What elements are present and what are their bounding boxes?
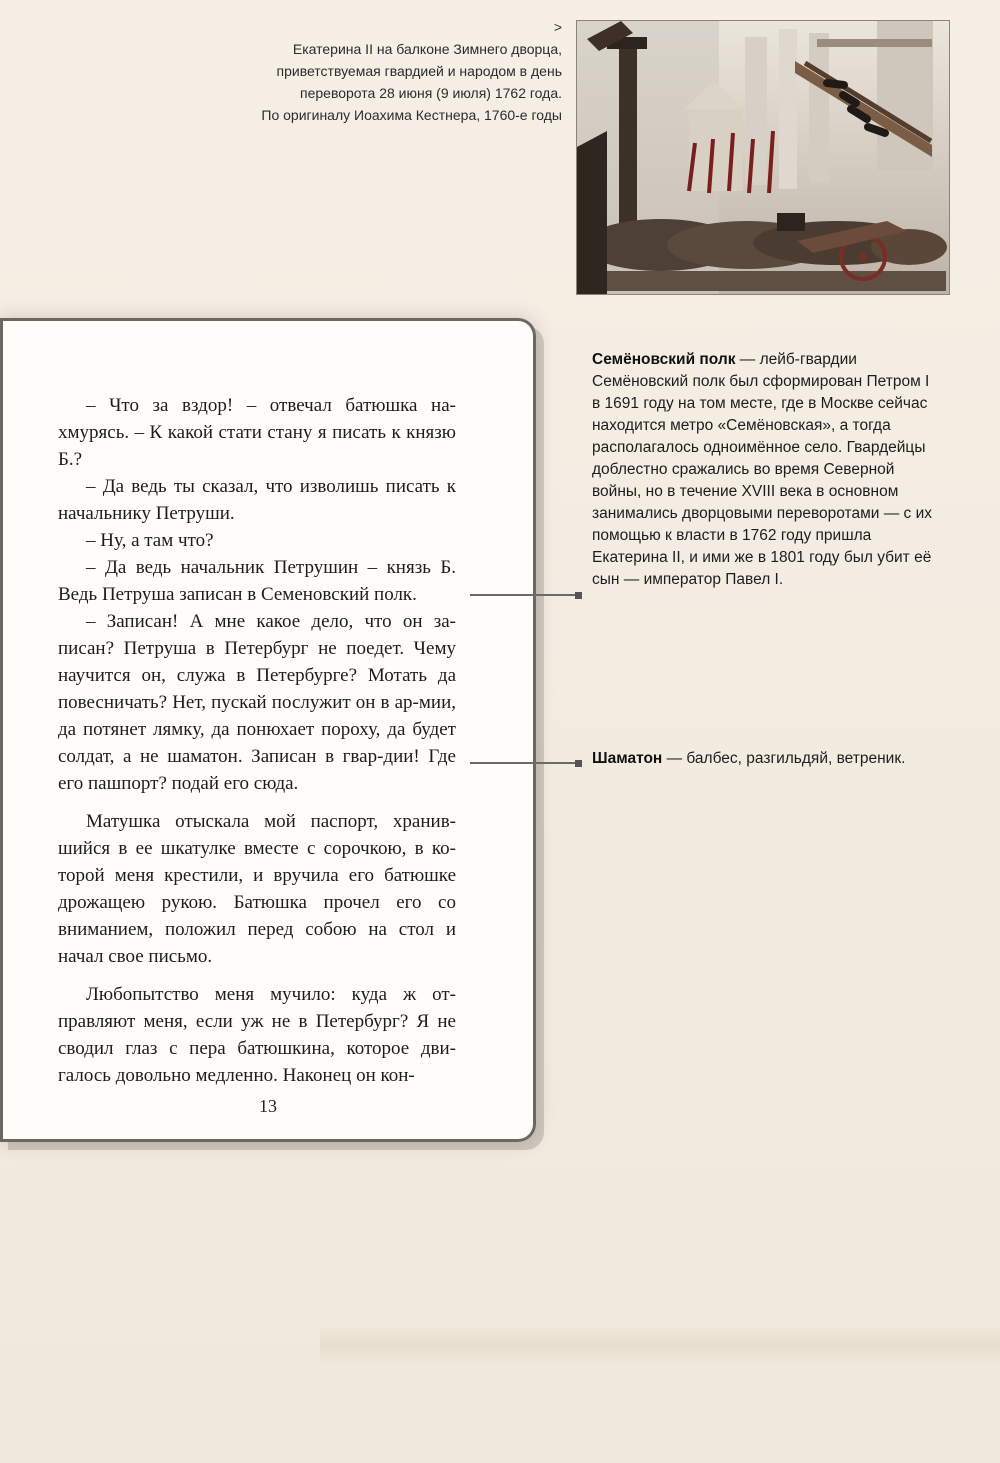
paragraph-1: – Что за вздор! – отвечал батюшка на-хмурясь. – К какой стати стану я писать к князю Б.? [58,395,456,470]
note-semenovsky-term: Семёновский полк [592,351,736,368]
paragraph-7: Любопытство меня мучило: куда ж от-правляют меня, если уж не в Петербург? Я не сводил глаз с пера батюшкина, которое дви-галось довольно медленно. Наконец он кон- [58,984,456,1086]
paragraph-4: – Да ведь начальник Петрушин – князь Б. Ведь Петруша записан в Семеновский полк. [58,557,456,605]
leader-dot-shamaton [575,760,582,767]
book-page [0,318,536,1142]
leader-line-semenovsky [470,594,575,596]
note-shamaton-text: — балбес, разгильдяй, ветреник. [662,750,906,767]
paragraph-5: – Записан! А мне какое дело, что он за-писан? Петруша в Петербург не поедет. Чему научится он, служа в Петербурге? Мотать да повесничать? Нет, пускай послужит он в ар-мии, да потянет лямку, да понюхает пороху, да будет солдат, а не шаматон. Записан в гвар-дии! Где его пашпорт? подай его сюда. [58,611,456,794]
historical-illustration [576,20,950,295]
caption-line-4: По оригиналу Иоахима Кестнера, 1760-е годы [261,107,562,123]
note-shamaton [592,748,936,770]
caption-line-2: приветствуемая гвардией и народом в день [276,63,562,79]
page-number: 13 [259,1096,277,1116]
faded-band [320,1325,1000,1365]
book-text [58,392,456,1089]
note-shamaton-term: Шаматон [592,750,663,767]
paragraph-gap-2 [58,970,456,981]
paragraph-3: – Ну, а там что? [86,530,214,551]
note-semenovsky-text: — лейб-гвардии Семёновский полк был сформирован Петром I в 1691 году на том месте, где в Москве сейчас находится метро «Семёновская», а тогда располагалось одноимённое село. Гвардейцы доблестно сражались во время Северной войны, но в течение XVIII века в основном занимались дворцовыми переворотами — с их помощью к власти в 1762 году пришла Екатерина II, и ими же в 1801 году был убит её сын — император Павел I. [592,351,932,588]
caption-line-3: переворота 28 июня (9 июля) 1762 года. [300,85,562,101]
leader-line-shamaton [470,762,575,764]
paragraph-gap-1 [58,797,456,808]
illustration-art [577,21,949,294]
caption-arrow: > [553,19,562,35]
illustration-caption [170,20,562,126]
caption-line-1: Екатерина II на балконе Зимнего дворца, [292,41,562,57]
leader-dot-semenovsky [575,592,582,599]
paragraph-2: – Да ведь ты сказал, что изволишь писать к начальнику Петруши. [58,476,456,524]
note-semenovsky [592,349,936,591]
paragraph-6: Матушка отыскала мой паспорт, хранив-шийся в ее шкатулке вместе с сорочкою, в ко-торой меня крестили, и вручила его батюшке дрожащею рукою. Батюшка прочел его со вниманием, положил перед собою на стол и начал свое письмо. [58,811,456,967]
